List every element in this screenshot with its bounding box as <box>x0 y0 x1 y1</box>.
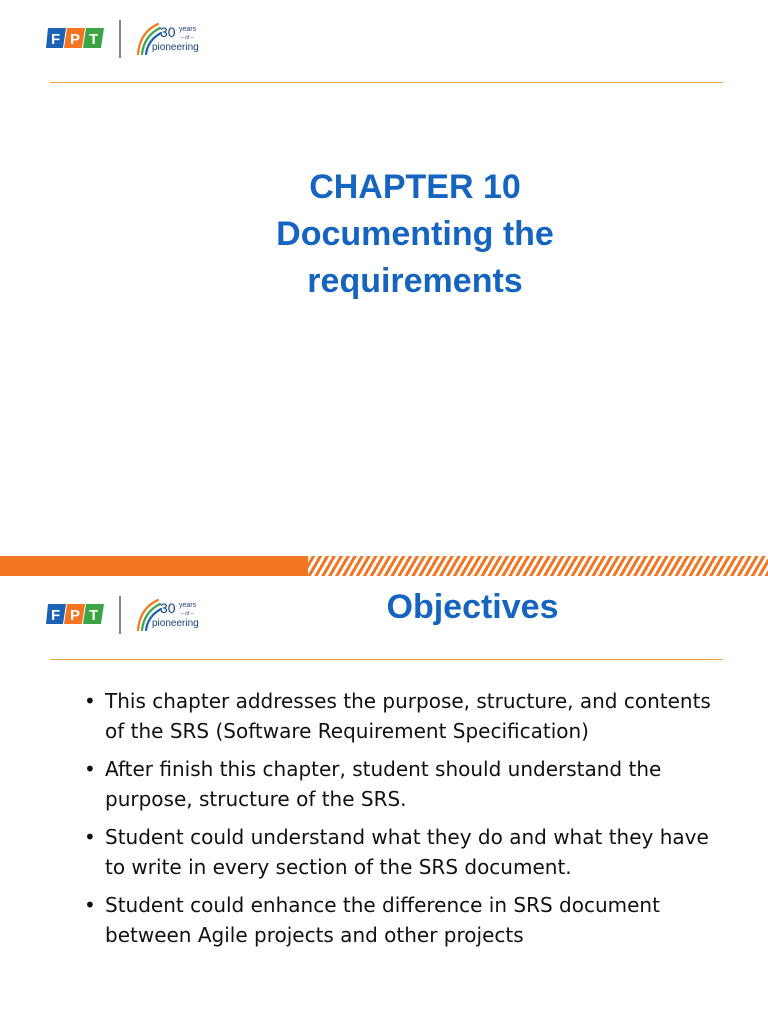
svg-text:F: F <box>51 607 61 624</box>
anniversary-number: 30 <box>160 600 176 616</box>
header-divider <box>50 82 723 83</box>
chapter-title-line: requirements <box>307 262 523 300</box>
diagonal-stripes-pattern <box>308 556 768 576</box>
fpt-logo <box>46 28 104 48</box>
anniversary-word: pioneering <box>152 618 199 629</box>
bullet-icon: • <box>84 689 96 713</box>
list-item <box>84 822 724 882</box>
list-item <box>84 890 724 950</box>
anniversary-of: – of – <box>181 35 194 41</box>
chapter-title-line: Documenting the <box>276 215 554 253</box>
fpt-30-years-logo <box>46 594 216 634</box>
fpt-30-years-logo <box>46 18 216 58</box>
svg-text:P: P <box>70 31 81 48</box>
anniversary-of: – of – <box>181 611 194 617</box>
list-item-text: After finish this chapter, student should understand the purpose, structure of the SRS. <box>105 757 662 811</box>
svg-text:T: T <box>89 31 99 48</box>
chapter-title <box>0 164 768 305</box>
bullet-icon: • <box>84 757 96 781</box>
slide-separator-band <box>0 556 768 576</box>
svg-text:P: P <box>70 607 81 624</box>
anniversary-word: pioneering <box>152 42 199 53</box>
fpt-logo <box>46 604 104 624</box>
slide-title: Objectives <box>386 588 559 626</box>
svg-text:F: F <box>51 31 61 48</box>
svg-text:T: T <box>89 607 99 624</box>
list-item-text: Student could enhance the difference in SRS document between Agile projects and other projects <box>105 893 660 947</box>
anniversary-number: 30 <box>160 24 176 40</box>
header-divider <box>50 659 723 660</box>
list-item <box>84 754 724 814</box>
objectives-list <box>84 686 724 958</box>
list-item-text: Student could understand what they do and what they have to write in every section of the SRS document. <box>105 825 709 879</box>
anniversary-years: years <box>179 602 197 609</box>
anniversary-years: years <box>179 26 197 33</box>
list-item <box>84 686 724 746</box>
bullet-icon: • <box>84 825 96 849</box>
list-item-text: This chapter addresses the purpose, structure, and contents of the SRS (Software Requirement Specification) <box>105 689 711 743</box>
bullet-icon: • <box>84 893 96 917</box>
objectives-slide <box>0 576 768 1024</box>
chapter-title-line: CHAPTER 10 <box>309 168 521 206</box>
